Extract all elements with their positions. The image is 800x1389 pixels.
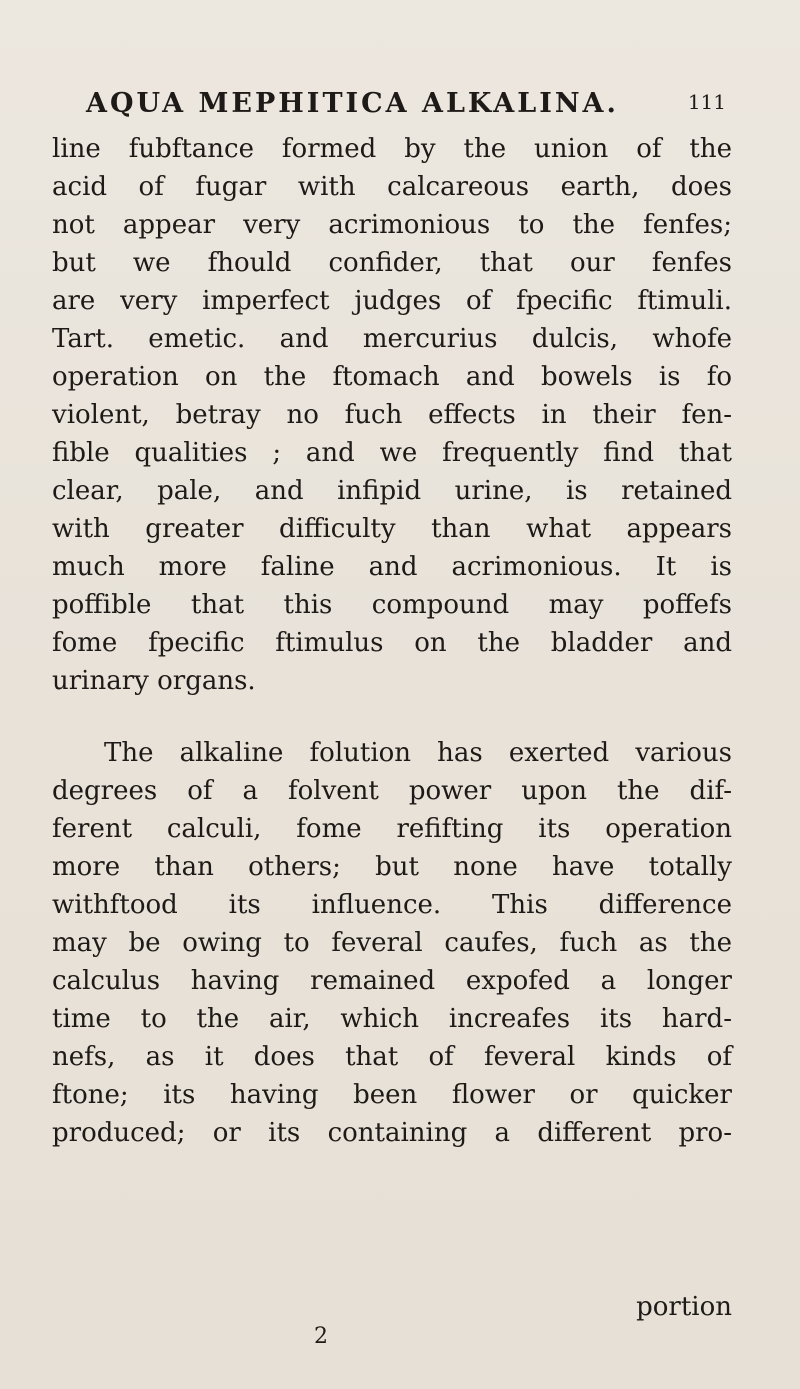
text-line: may be owing to feveral caufes, fuch as the: [52, 928, 732, 958]
text-line: more than others; but none have totally: [52, 852, 732, 882]
text-line: urinary organs.: [52, 666, 256, 696]
body-text: [52, 130, 732, 1152]
text-line: nefs, as it does that of feveral kinds of: [52, 1042, 732, 1072]
text-line: Tart. emetic. and mercurius dulcis, whofe: [52, 324, 732, 354]
catchword: portion: [636, 1292, 732, 1322]
text-line: acid of fugar with calcareous earth, does: [52, 172, 732, 202]
running-head: [86, 88, 726, 128]
text-line: degrees of a folvent power upon the dif-: [52, 776, 732, 806]
text-line: clear, pale, and infipid urine, is retained: [52, 476, 732, 506]
text-line: much more faline and acrimonious. It is: [52, 552, 732, 582]
paragraph-gap: [52, 700, 732, 734]
text-line: calculus having remained expofed a longer: [52, 966, 732, 996]
text-line: but we fhould confider, that our fenfes: [52, 248, 732, 278]
text-line: The alkaline folution has exerted various: [104, 738, 732, 768]
text-line: produced; or its containing a different pro-: [52, 1118, 732, 1148]
text-line: poffible that this compound may poffefs: [52, 590, 732, 620]
text-line: violent, betray no fuch effects in their fen-: [52, 400, 732, 430]
text-line: not appear very acrimonious to the fenfes;: [52, 210, 732, 240]
text-line: fome fpecific ftimulus on the bladder and: [52, 628, 732, 658]
signature-mark: 2: [314, 1324, 328, 1349]
text-line: with greater difficulty than what appears: [52, 514, 732, 544]
text-line: ferent calculi, fome refifting its operation: [52, 814, 732, 844]
text-line: operation on the ftomach and bowels is fo: [52, 362, 732, 392]
running-title: AQUA MEPHITICA ALKALINA.: [86, 88, 619, 119]
text-line: are very imperfect judges of fpecific ftimuli.: [52, 286, 732, 316]
text-line: fible qualities ; and we frequently find that: [52, 438, 732, 468]
text-line: time to the air, which increafes its hard-: [52, 1004, 732, 1034]
paragraph-1: [52, 130, 732, 700]
page-number: 111: [687, 90, 726, 114]
text-line: ftone; its having been flower or quicker: [52, 1080, 732, 1110]
paragraph-2: [52, 734, 732, 1152]
text-line: line fubftance formed by the union of the: [52, 134, 732, 164]
text-line: withftood its influence. This difference: [52, 890, 732, 920]
page-footer: [52, 1292, 732, 1358]
